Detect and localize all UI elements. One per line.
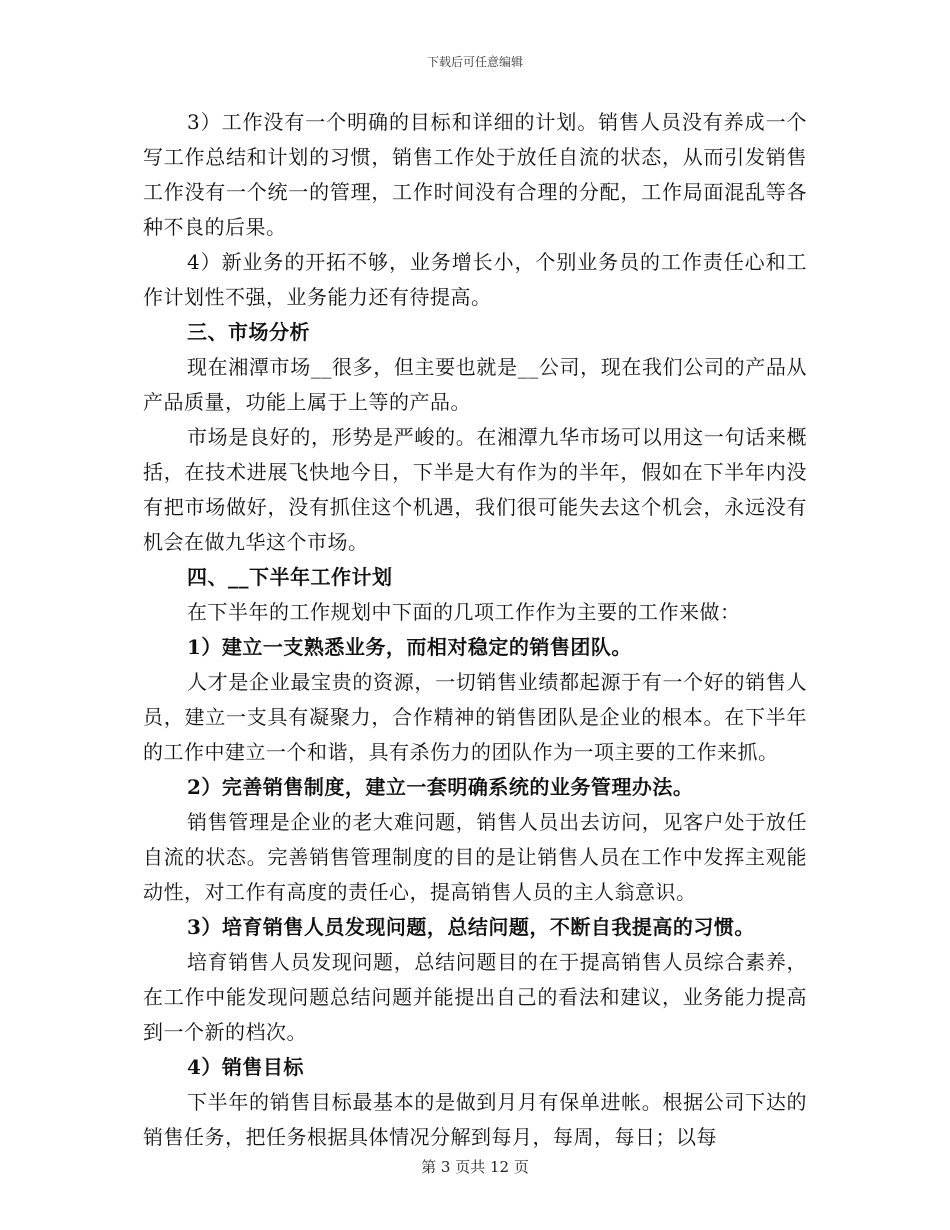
section-heading-market-analysis: 三、市场分析 bbox=[187, 320, 310, 344]
subheading-sales-target: 4）销售目标 bbox=[187, 1055, 304, 1079]
subheading-sales-team: 1）建立一支熟悉业务，而相对稳定的销售团队。 bbox=[187, 635, 632, 659]
paragraph-work-plan-intro: 在下半年的工作规划中下面的几项工作作为主要的工作来做： bbox=[187, 600, 741, 624]
paragraph-sales-target: 下半年的销售目标最基本的是做到月月有保单进帐。根据公司下达的销售任务，把任务根据具体情况分解到每月，每周，每日；以每 bbox=[143, 1090, 807, 1149]
paragraph-sales-team: 人才是企业最宝贵的资源，一切销售业绩都起源于有一个好的销售人员，建立一支具有凝聚力，合作精神的销售团队是企业的根本。在下半年的工作中建立一个和谐，具有杀伤力的团队作为一项主要的工作来抓。 bbox=[143, 670, 807, 764]
paragraph-market-2: 市场是良好的，形势是严峻的。在湘潭九华市场可以用这一句话来概括，在技术进展飞快地今日，下半是大有作为的半年，假如在下半年内没有把市场做好，没有抓住这个机遇，我们很可能失去这个机会，永远没有机会在做九华这个市场。 bbox=[143, 425, 807, 554]
subheading-sales-system: 2）完善销售制度，建立一套明确系统的业务管理办法。 bbox=[187, 775, 694, 799]
paragraph-cultivate-habits: 培育销售人员发现问题，总结问题目的在于提高销售人员综合素养，在工作中能发现问题总结问题并能提出自己的看法和建议，业务能力提高到一个新的档次。 bbox=[143, 950, 807, 1044]
paragraph-market-1: 现在湘潭市场__很多，但主要也就是__公司，现在我们公司的产品从产品质量，功能上属于上等的产品。 bbox=[143, 355, 807, 414]
paragraph-problem-3: 3）工作没有一个明确的目标和详细的计划。销售人员没有养成一个写工作总结和计划的习惯，销售工作处于放任自流的状态，从而引发销售工作没有一个统一的管理，工作时间没有合理的分配，工作局面混乱等各种不良的后果。 bbox=[143, 110, 807, 239]
paragraph-sales-system: 销售管理是企业的老大难问题，销售人员出去访问，见客户处于放任自流的状态。完善销售管理制度的目的是让销售人员在工作中发挥主观能动性，对工作有高度的责任心，提高销售人员的主人翁意识。 bbox=[143, 810, 807, 904]
document-body bbox=[143, 105, 807, 1155]
subheading-cultivate-habits: 3）培育销售人员发现问题，总结问题，不断自我提高的习惯。 bbox=[187, 915, 755, 939]
page-number: 第 3 页共 12 页 bbox=[421, 1158, 529, 1176]
paragraph-problem-4: 4）新业务的开拓不够，业务增长小，个别业务员的工作责任心和工作计划性不强，业务能力还有待提高。 bbox=[143, 250, 807, 309]
section-heading-work-plan: 四、__下半年工作计划 bbox=[187, 565, 393, 589]
page-header: 下载后可任意编辑 bbox=[426, 55, 523, 69]
